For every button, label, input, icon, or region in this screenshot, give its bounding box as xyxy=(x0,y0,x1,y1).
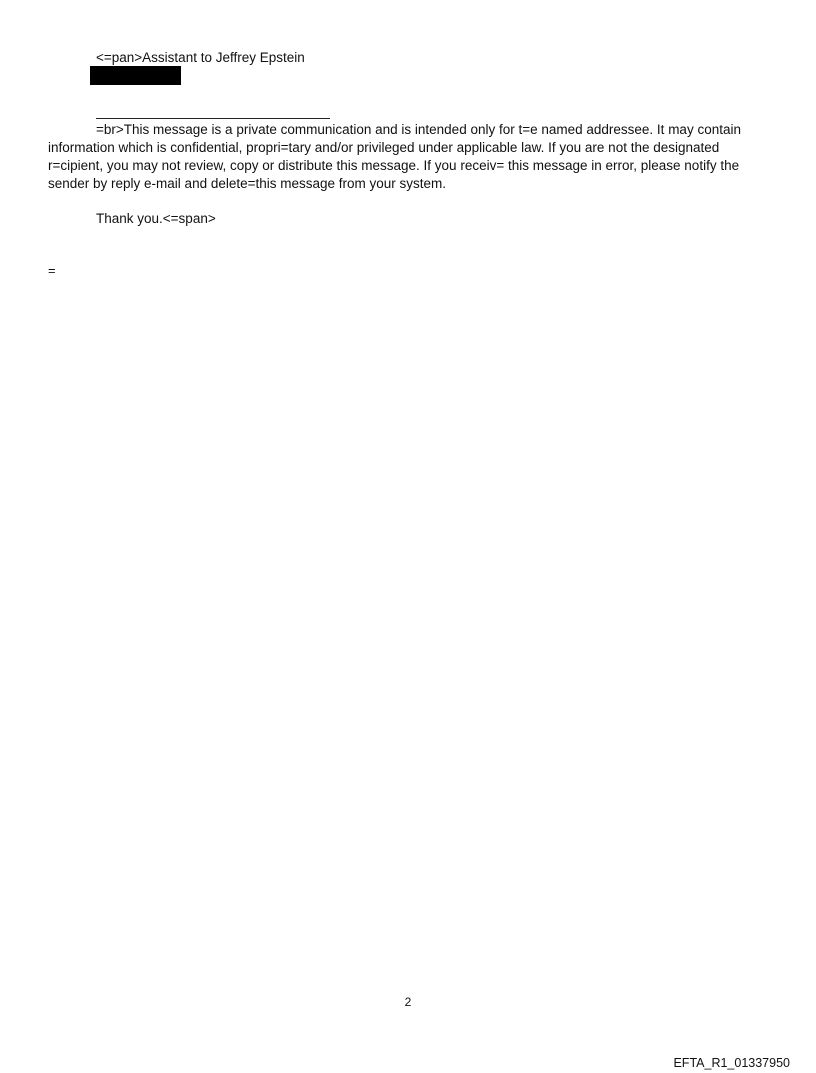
closing-thanks: Thank you.<=span> xyxy=(96,211,216,226)
separator-rule xyxy=(96,118,330,119)
bates-number: EFTA_R1_01337950 xyxy=(673,1056,790,1070)
confidentiality-disclaimer: =br>This message is a private communication and is intended only for t=e named addressee. It may contain information which is confidential, propri=tary and/or privileged under applicable law. If you are not the designated r=cipient, you may not review, copy or distribute this message. If you receiv= this message in error, please notify the sender by reply e-mail and delete=this message from your system. xyxy=(48,122,741,191)
signature-title: <=pan>Assistant to Jeffrey Epstein xyxy=(96,50,305,65)
redaction-block xyxy=(90,66,181,85)
page-number: 2 xyxy=(404,995,412,1009)
stray-equals-sign: = xyxy=(48,263,56,278)
